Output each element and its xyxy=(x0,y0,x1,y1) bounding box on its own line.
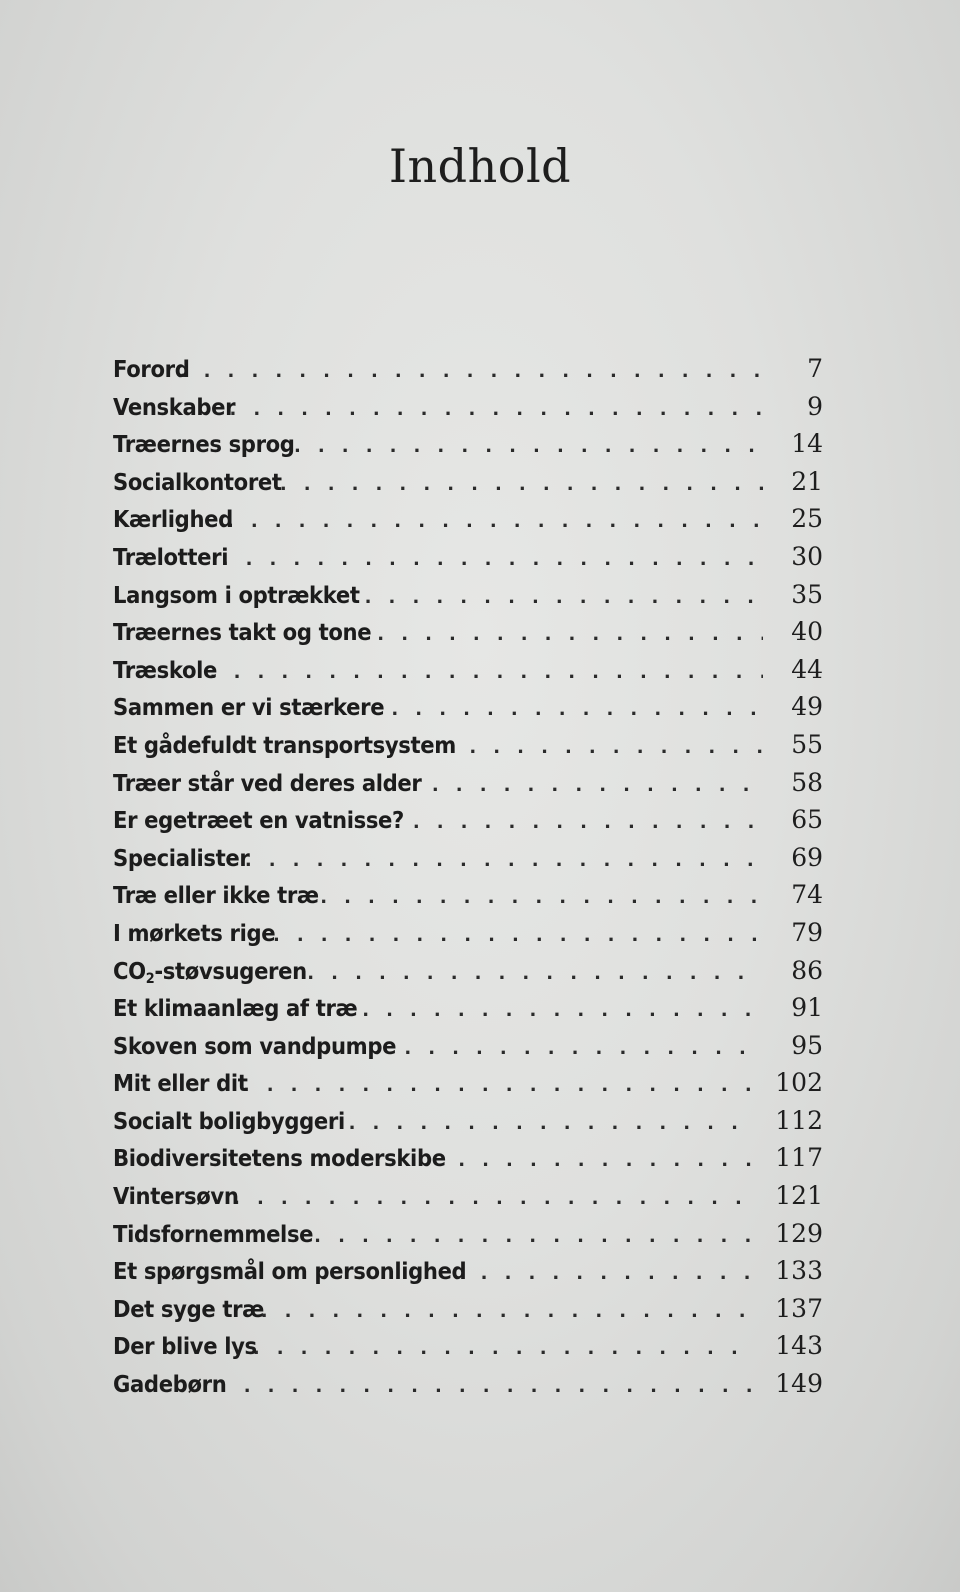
toc-page-number: 95 xyxy=(791,1030,823,1060)
toc-page-number: 21 xyxy=(791,466,823,496)
dot-leader xyxy=(222,541,763,579)
toc-entry xyxy=(113,1215,823,1253)
toc-page-number: 69 xyxy=(791,842,823,872)
toc-page-number: 143 xyxy=(775,1331,823,1361)
toc-page-number: 14 xyxy=(791,429,823,459)
dot-leader xyxy=(294,428,763,466)
toc-page-number: 117 xyxy=(775,1143,823,1173)
toc-entry xyxy=(113,1327,823,1365)
dot-leader xyxy=(362,992,763,1030)
toc-entry-title: Et klimaanlæg af træ xyxy=(113,996,358,1023)
dot-leader xyxy=(377,616,763,654)
dot-leader xyxy=(391,691,763,729)
toc-entry xyxy=(113,1139,823,1177)
toc-entry xyxy=(113,764,823,802)
dot-leader xyxy=(245,842,763,880)
toc-page-number: 112 xyxy=(775,1105,823,1135)
toc-entry-title: Træskole xyxy=(113,657,218,684)
toc-entry-title: Gadebørn xyxy=(113,1372,227,1399)
table-of-contents xyxy=(113,350,823,1403)
dot-leader xyxy=(220,1368,755,1406)
dot-leader xyxy=(458,1142,755,1180)
toc-entry xyxy=(113,1102,823,1140)
dot-leader xyxy=(253,1330,755,1368)
dot-leader xyxy=(233,1180,755,1218)
dot-leader xyxy=(243,1067,755,1105)
toc-entry-title: Trælotteri xyxy=(113,544,229,571)
toc-entry xyxy=(113,688,823,726)
toc-entry-title: Det syge træ xyxy=(113,1296,264,1323)
toc-entry-title: Mit eller dit xyxy=(113,1071,248,1098)
toc-entry xyxy=(113,651,823,689)
toc-entry xyxy=(113,1177,823,1215)
toc-entry-title: I mørkets rige xyxy=(113,920,276,947)
toc-entry-title: Vintersøvn xyxy=(113,1184,239,1211)
dot-leader xyxy=(227,503,763,541)
toc-entry-title-suffix: -støvsugeren xyxy=(154,958,307,985)
toc-entry xyxy=(113,613,823,651)
toc-page-number: 9 xyxy=(807,391,823,421)
toc-entry xyxy=(113,538,823,576)
toc-entry-title: Sammen er vi stærkere xyxy=(113,695,385,722)
toc-entry xyxy=(113,576,823,614)
toc-entry-title: Er egetræet en vatnisse? xyxy=(113,808,404,835)
toc-entry xyxy=(113,1365,823,1403)
toc-page-number: 149 xyxy=(775,1369,823,1399)
toc-entry xyxy=(113,500,823,538)
toc-page-number: 58 xyxy=(791,767,823,797)
toc-page-number: 65 xyxy=(791,805,823,835)
toc-entry-title: Langsom i optrækket xyxy=(113,582,360,609)
toc-page-number: 74 xyxy=(791,880,823,910)
toc-page-number: 40 xyxy=(791,617,823,647)
toc-page-number: 30 xyxy=(791,541,823,571)
toc-page-number: 102 xyxy=(775,1068,823,1098)
toc-page-number: 86 xyxy=(791,955,823,985)
toc-entry xyxy=(113,425,823,463)
toc-entry xyxy=(113,726,823,764)
toc-entry xyxy=(113,914,823,952)
toc-page-number: 25 xyxy=(791,504,823,534)
page-title: Indhold xyxy=(388,138,572,193)
dot-leader xyxy=(481,1255,756,1293)
toc-entry-title: Der blive lys xyxy=(113,1334,257,1361)
toc-page-number: 7 xyxy=(807,354,823,383)
toc-entry-title: Træernes sprog xyxy=(113,432,295,459)
toc-entry-title: Biodiversitetens moderskibe xyxy=(113,1146,446,1173)
toc-entry xyxy=(113,1064,823,1102)
toc-entry xyxy=(113,1027,823,1065)
dot-leader xyxy=(261,1293,756,1331)
dot-leader xyxy=(273,917,763,955)
dot-leader xyxy=(320,879,763,917)
toc-entry-title: Træernes takt og tone xyxy=(113,620,372,647)
toc-page-number: 91 xyxy=(791,993,823,1023)
toc-page-number: 35 xyxy=(791,579,823,609)
toc-page-number: 129 xyxy=(775,1218,823,1248)
dot-leader xyxy=(469,729,763,767)
dot-leader xyxy=(314,1218,755,1256)
toc-entry-title-prefix: CO xyxy=(113,958,146,985)
toc-entry xyxy=(113,1290,823,1328)
toc-entry-title: Forord xyxy=(113,357,190,383)
toc-page-number: 49 xyxy=(791,692,823,722)
dot-leader xyxy=(404,1030,763,1068)
toc-entry-title: Kærlighed xyxy=(113,507,233,534)
dot-leader xyxy=(307,955,763,993)
dot-leader xyxy=(180,353,763,391)
toc-page-number: 79 xyxy=(791,917,823,947)
toc-entry-title: Skoven som vandpumpe xyxy=(113,1033,397,1060)
dot-leader xyxy=(413,804,763,842)
toc-entry-title: Socialkontoret xyxy=(113,469,282,496)
toc-entry-title: Specialister xyxy=(113,845,250,872)
toc-entry-title: Socialt boligbyggeri xyxy=(113,1108,345,1135)
toc-entry xyxy=(113,801,823,839)
toc-page-number: 137 xyxy=(775,1293,823,1323)
dot-leader xyxy=(432,767,763,805)
toc-entry-title: Et gådefuldt transportsystem xyxy=(113,732,456,759)
toc-entry-title: Venskaber xyxy=(113,394,236,421)
toc-entry xyxy=(113,952,823,990)
toc-page-number: 55 xyxy=(791,729,823,759)
toc-entry-title: Et spørgsmål om personlighed xyxy=(113,1259,467,1286)
subscript-two: 2 xyxy=(145,970,155,987)
toc-page-number: 133 xyxy=(775,1256,823,1286)
toc-entry xyxy=(113,989,823,1027)
dot-leader xyxy=(365,579,763,617)
toc-page-number: 44 xyxy=(791,654,823,684)
dot-leader xyxy=(349,1105,756,1143)
toc-entry-title: Træ eller ikke træ xyxy=(113,883,319,910)
toc-entry-title xyxy=(113,954,307,992)
toc-entry xyxy=(113,350,823,388)
dot-leader xyxy=(229,391,763,429)
toc-entry-title: Træer står ved deres alder xyxy=(113,770,422,797)
toc-entry-title: Tidsfornemmelse xyxy=(113,1221,314,1248)
toc-entry xyxy=(113,463,823,501)
toc-entry xyxy=(113,876,823,914)
dot-leader xyxy=(280,466,763,504)
toc-entry xyxy=(113,839,823,877)
dot-leader xyxy=(210,654,763,692)
toc-entry xyxy=(113,1252,823,1290)
toc-entry xyxy=(113,388,823,426)
toc-page-number: 121 xyxy=(775,1181,823,1211)
